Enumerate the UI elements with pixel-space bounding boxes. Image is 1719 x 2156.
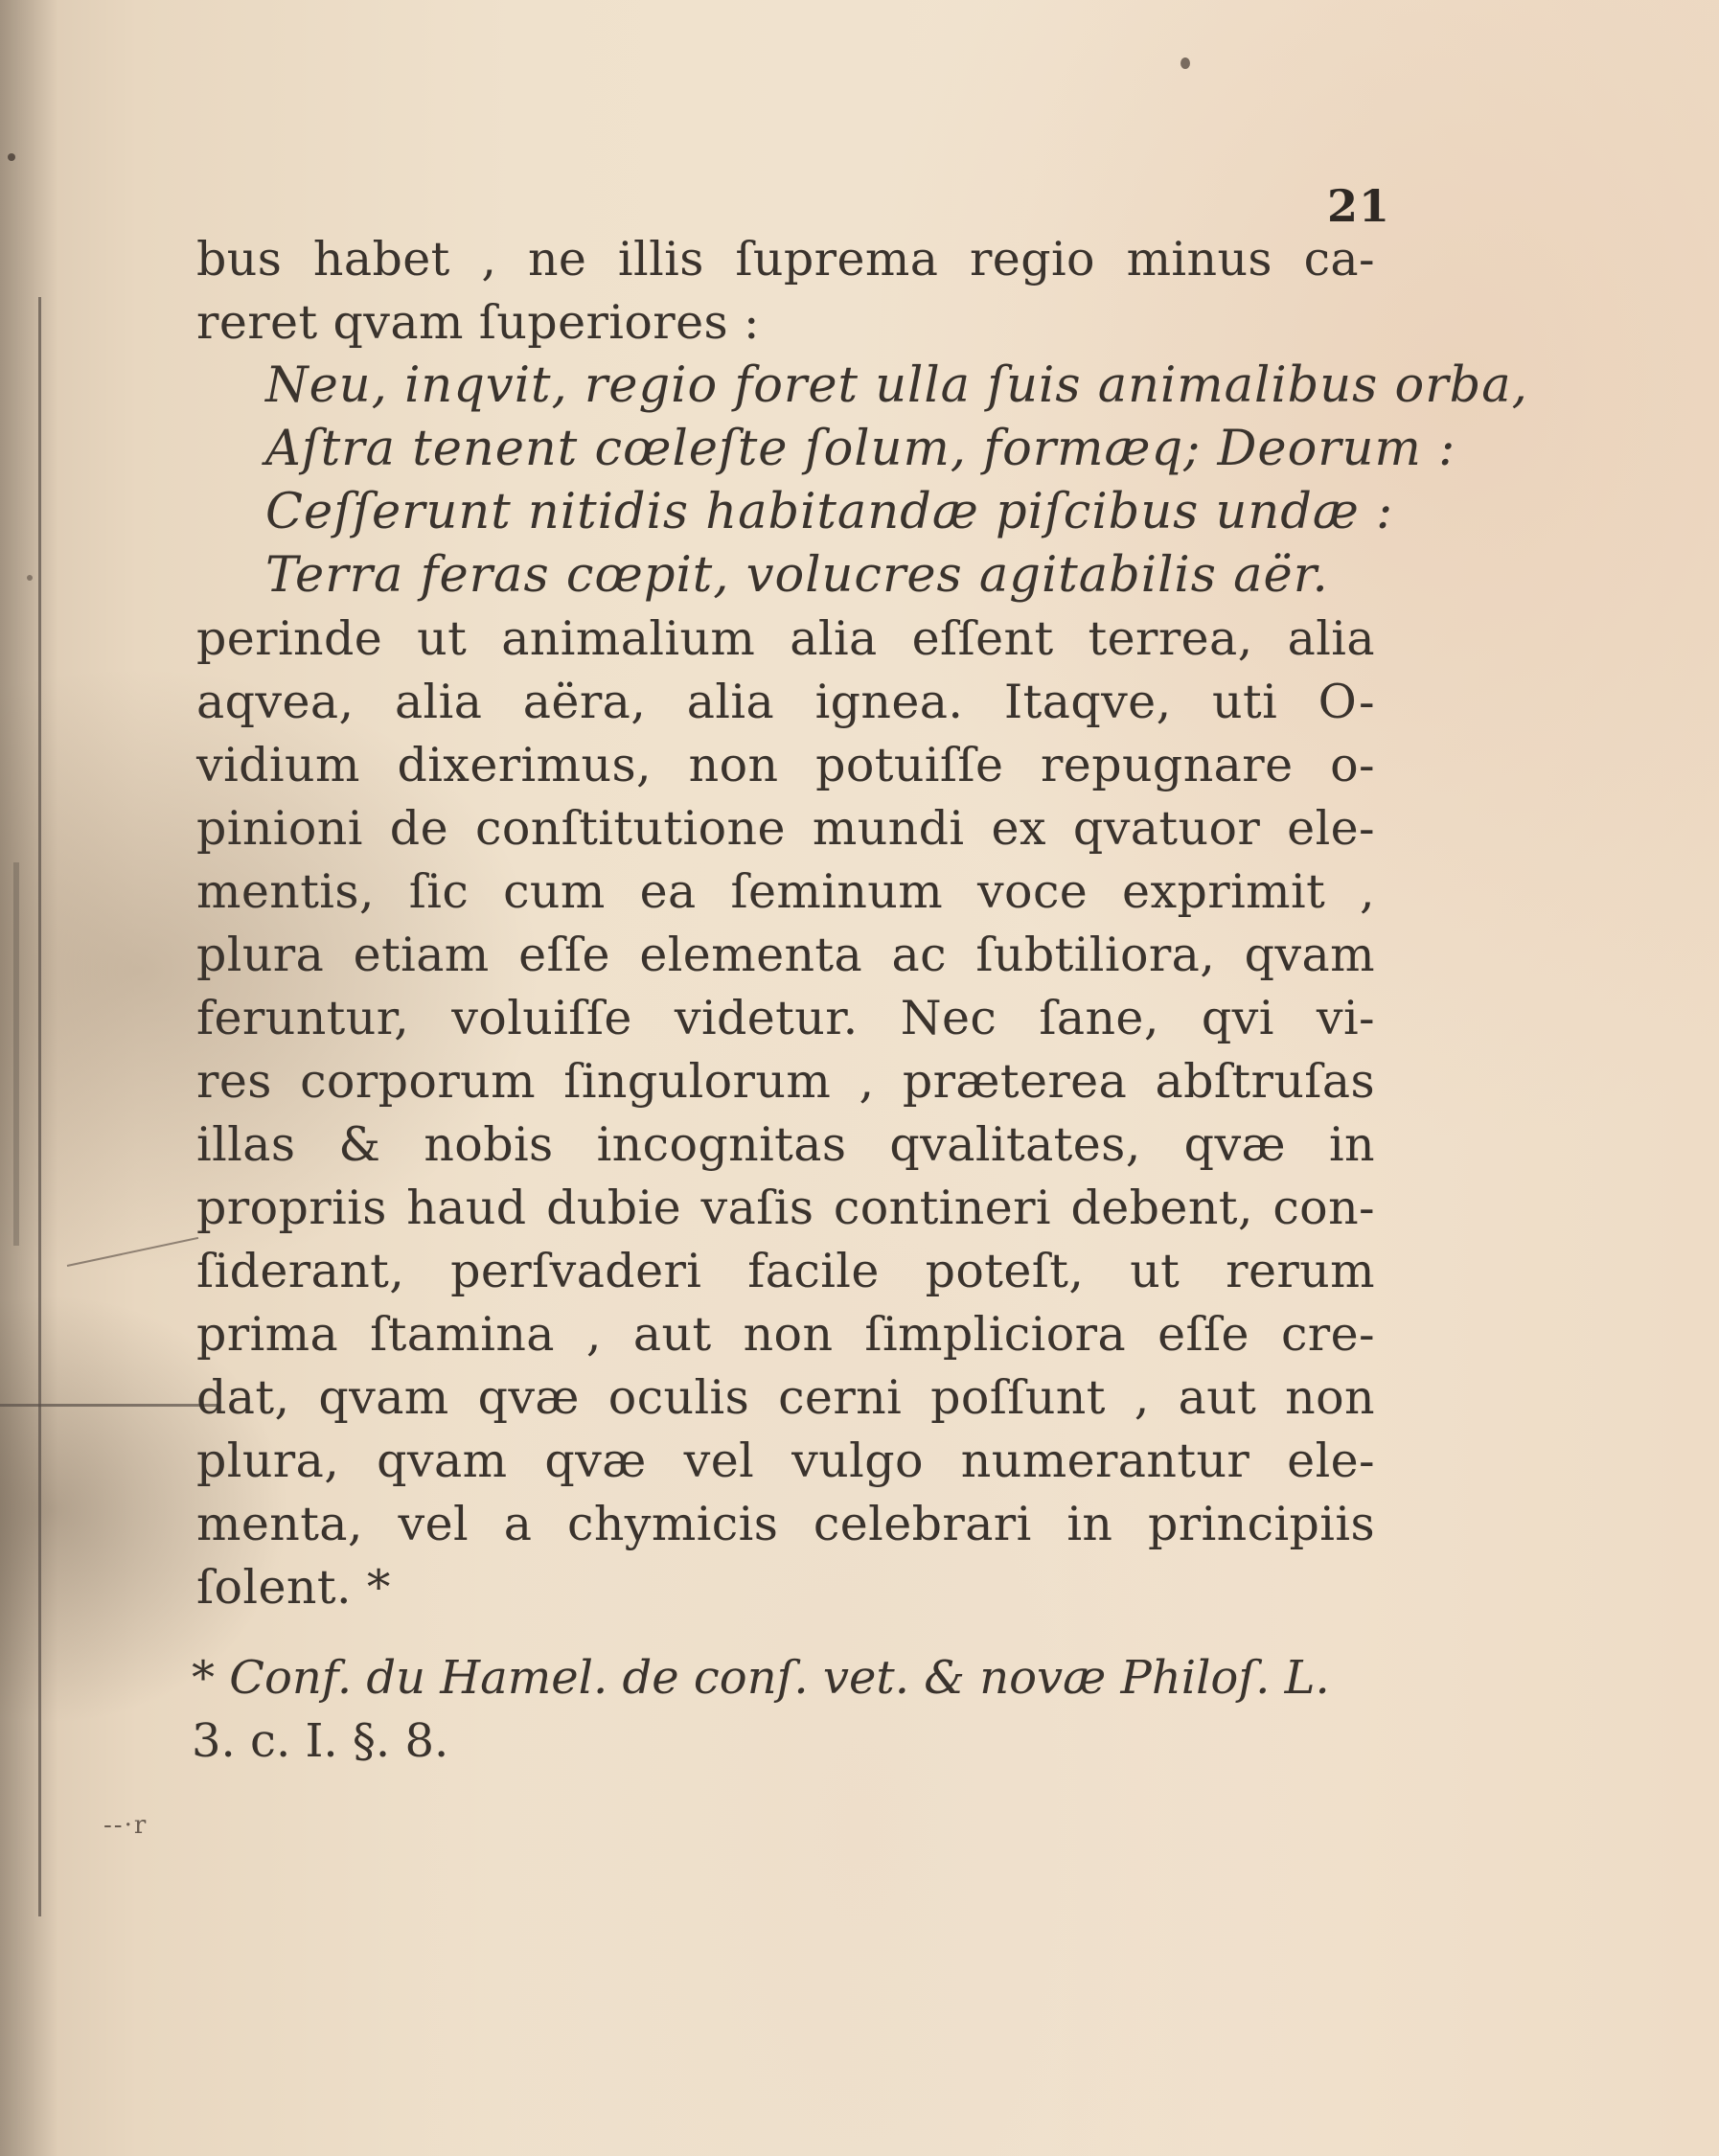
text-line: bus habet , ne illis ſuprema regio minus ca- — [196, 232, 1375, 287]
footnote-line: 3. c. I. §. 8. — [192, 1714, 449, 1768]
margin-stain-diagonal — [67, 1237, 198, 1267]
verse-line: Ceſſerunt nitidis habitandæ piſcibus undæ : — [265, 484, 1394, 540]
text-line: aqvea, alia aëra, alia ignea. Itaqve, uti O- — [196, 675, 1375, 729]
text-line: illas & nobis incognitas qvalitates, qvæ in — [196, 1117, 1375, 1172]
text-line: menta, vel a chymicis celebrari in principiis — [196, 1497, 1375, 1551]
text-line: pinioni de conſtitutione mundi ex qvatuor ele- — [196, 801, 1375, 856]
verse-line: Aſtra tenent cœleſte ſolum, formæq; Deorum : — [265, 421, 1456, 477]
text-line: reret qvam ſuperiores : — [196, 295, 760, 350]
margin-stain-dark — [13, 862, 19, 1246]
text-line: mentis, ſic cum ea ſeminum voce exprimit , — [196, 864, 1375, 919]
text-line: res corporum ſingulorum , præterea abſtruſas — [196, 1054, 1375, 1109]
text-line: propriis haud dubie vaſis contineri debent, con- — [196, 1181, 1375, 1235]
text-line: ſiderant, perſvaderi facile poteſt, ut rerum — [196, 1244, 1375, 1298]
margin-stain-horizontal — [0, 1404, 220, 1407]
gutter-shadow — [0, 0, 57, 2156]
ink-spot — [8, 153, 15, 161]
text-line: plura, qvam qvæ vel vulgo numerantur ele- — [196, 1434, 1375, 1488]
text-line: vidium dixerimus, non potuiſſe repugnare o- — [196, 738, 1375, 792]
text-line: perinde ut animalium alia eſſent terrea, alia — [196, 611, 1375, 666]
text-line: feruntur, voluiſſe videtur. Nec ſane, qvi vi- — [196, 991, 1375, 1045]
ink-spot — [1180, 57, 1190, 69]
verse-line: Terra feras cœpit, volucres agitabilis aër. — [265, 547, 1329, 604]
margin-stain-vertical — [38, 297, 41, 1916]
main-text — [196, 228, 1528, 1619]
footnote — [192, 1646, 1380, 1773]
text-line: dat, qvam qvæ oculis cerni poſſunt , aut non — [196, 1370, 1375, 1425]
ink-spot — [27, 575, 33, 581]
page-number: 21 — [1327, 180, 1391, 232]
text-line: ſolent. * — [196, 1560, 391, 1615]
text-line: prima ſtamina , aut non ſimpliciora eſſe cre- — [196, 1307, 1375, 1362]
margin-mark: --·r — [103, 1811, 149, 1840]
text-line: plura etiam eſſe elementa ac ſubtiliora, qvam — [196, 928, 1375, 982]
verse-line: Neu, inqvit, regio foret ulla ſuis animalibus orba, — [265, 357, 1528, 414]
footnote-line: * Conf. du Hamel. de conſ. vet. & novæ Philoſ. L. — [192, 1651, 1330, 1705]
